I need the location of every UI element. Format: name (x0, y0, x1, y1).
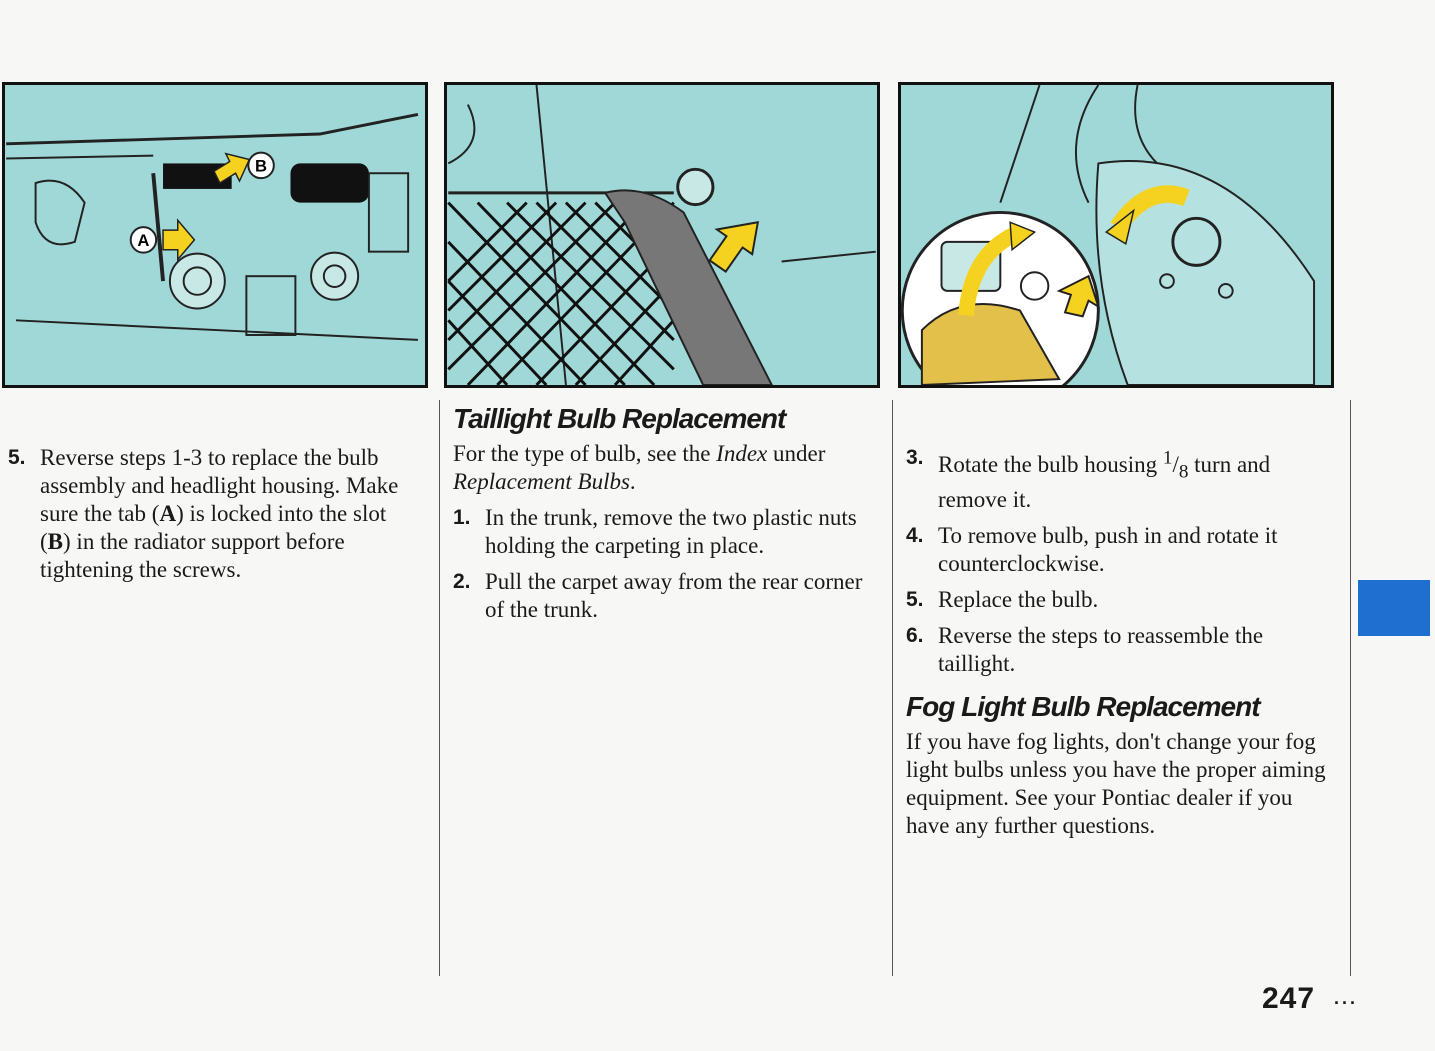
column-divider-2 (892, 400, 893, 976)
step-number: 2. (453, 570, 471, 593)
trunk-illustration (447, 85, 877, 385)
step-number: 4. (906, 524, 924, 548)
page-number-dots: ... (1334, 988, 1359, 1008)
step-text: Replace the bulb. (938, 587, 1099, 613)
col2-step-list (453, 504, 885, 624)
page-number: 247 (1262, 982, 1316, 1015)
taillight-heading: Taillight Bulb Replacement (453, 403, 786, 434)
plastic-nut (678, 169, 713, 204)
col3-step (906, 444, 1338, 514)
step-text: In the trunk, remove the two plastic nuts holding the carpeting in place. (485, 505, 857, 558)
callout-a-label: A (137, 230, 150, 250)
step-text: Pull the carpet away from the rear corner of the trunk. (485, 569, 863, 622)
fog-light-heading: Fog Light Bulb Replacement (906, 691, 1260, 723)
section-tab-marker (1358, 580, 1430, 636)
step-number: 5. (8, 446, 26, 469)
step-text: Reverse the steps to reassemble the taillight. (938, 623, 1264, 677)
taillight-figure (898, 82, 1334, 388)
col3-step (906, 586, 1338, 614)
step-number: 1. (453, 506, 471, 529)
col3-step (906, 622, 1338, 678)
column-3 (906, 444, 1338, 840)
step-number: 3. (906, 446, 924, 469)
step-number: 5. (906, 588, 924, 612)
step-text: Rotate the bulb housing $^1/_8$ turn and remove it. (938, 447, 1271, 513)
headlight-figure (2, 82, 428, 388)
step-number: 6. (906, 624, 924, 648)
col1-step (8, 444, 420, 584)
taillight-illustration (901, 85, 1331, 385)
col3-step (906, 522, 1338, 578)
col2-step (453, 504, 885, 560)
headlight-illustration (5, 85, 425, 385)
col2-step (453, 568, 885, 624)
callout-b-label: B (255, 156, 268, 176)
column-1 (8, 444, 420, 592)
col3-step-list (906, 444, 1338, 678)
col1-step-list (8, 444, 420, 584)
column-2 (453, 402, 885, 632)
fog-light-body: If you have fog lights, don't change your fog light bulbs unless you have the proper aiming equipment. See your Pontiac dealer if you have any further questions. (906, 729, 1326, 839)
column-divider-3 (1350, 400, 1351, 976)
step-text: Reverse steps 1-3 to replace the bulb assembly and headlight housing. Make sure the tab (A) is locked into the slot (B) in the radiator support before tightening the screws. (40, 445, 399, 582)
taillight-intro: For the type of bulb, see the Index under Replacement Bulbs. (453, 441, 826, 494)
step-text: To remove bulb, push in and rotate it counterclockwise. (938, 523, 1278, 577)
trunk-figure (444, 82, 880, 388)
column-divider-1 (439, 400, 440, 976)
